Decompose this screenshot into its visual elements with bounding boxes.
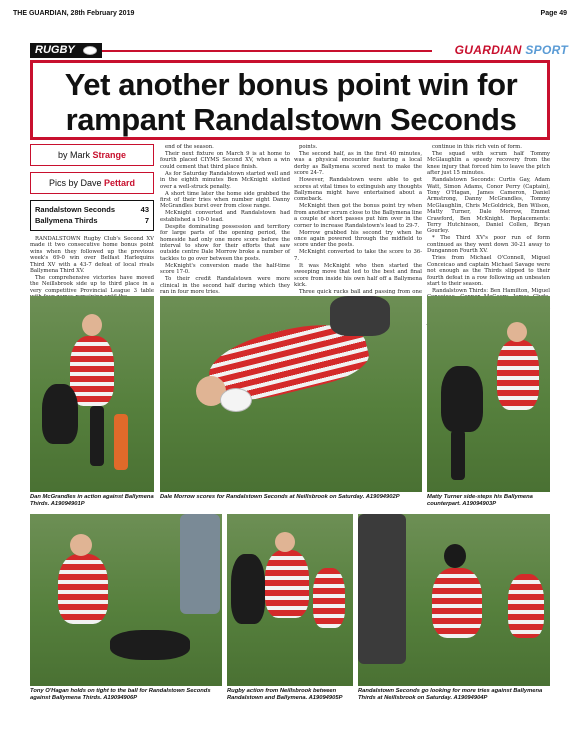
photo-figure [180,514,220,614]
paragraph: Their next fixture on March 9 is at home to fourth placed CIYMS Second XV, when a win could cement that third place finish. [160,151,290,170]
writer-name: Strange [92,150,127,160]
paragraph: Randalstown Seconds: Curtis Gay, Adam Watt, Simon Adams, Conor Perry (Captain), Tony O'Hagan, James Cameron, Daniel Armstrong, Danny McGrandles, Tommy McGlaughlin, Chris McGoldrick, Ben Wilson, Matty Turner, Dale Morrow, Emmet Crawford, Ben McKnight. Replacements: Terry Hutchinson, Daniel Collen, Bryan Gourley. [427,177,550,235]
paragraph: However, Randalstown were able to get scores at vital times to extinguish any thoughts Ballymena might have entertained about a comeback. [294,177,422,203]
article-column-3 [294,144,422,296]
masthead [13,8,567,20]
photo-figure [114,414,128,470]
paragraph: McKnight converted and Randalstown had established a 10-0 lead. [160,210,290,223]
home-score: 43 [140,205,149,214]
paragraph: RANDALSTOWN Rugby Club's Second XV made it two consecutive home bonus point wins when they followed up the previous week's 69-0 win over Belfast Harlequins Third XV with a 43-7 defeat of local rivals Ballymena Third XV. [30,236,154,275]
photographer-byline [30,172,154,194]
photo-figure [265,550,309,618]
photo-figure [330,296,390,336]
paragraph: The comprehensive victories have moved the Neillsbrook side up to third place in a very competitive Provincial League 3 table [30,275,154,294]
home-team: Randalstown Seconds [35,205,116,214]
photo-figure [313,568,345,628]
paragraph: The squad with scrum half Tommy McGlaughlin a speedy recovery from the knee injury that forced him to leave the pitch after just 15 minutes. [427,151,550,177]
paragraph: end of the season. [165,144,214,150]
caption-photo-5: Rugby action from Neillsbrook between Randalstown and Ballymena. A19094905P [227,688,343,701]
caption-photo-6: Randalstown Seconds go looking for more tries against Ballymena Thirds at Neillsbrook on Saturday. A19094904P [358,688,543,701]
paragraph: * The Third XV's poor run of form continued as they went down 30-21 away to Dungannon Fourth XV. [427,235,550,255]
paragraph: To their credit Randalstown were more clinical in the second half during which they ran in four more tries. [160,276,290,296]
photo-figure-head [70,534,92,556]
photo-figure [497,340,539,410]
away-team: Ballymena Thirds [35,216,98,225]
rugby-ball-icon [83,46,97,55]
paragraph: Tries from Michael O'Connell, Miguel Conceicao and captain Michael Savage were not enough as the Thirds slipped to their fourth defeat in a row following an unbeaten start to their season. [427,255,550,287]
paragraph: As for Saturday Randalstown started well and in the eighth minutes Ben McKnight slotted over a well-struck penalty. [160,170,290,190]
brand-sport: SPORT [525,43,568,57]
photo-mcgrandles [30,296,154,492]
section-badge [30,43,102,58]
paragraph: A short time later the home side grabbed the first of their tries when number eight Danny McGrandles burst over from close range. [160,190,290,210]
photo-neillsbrook-action [227,514,353,686]
rugby-ball-icon [220,388,252,412]
headline: Yet another bonus point win for rampant Randalstown Seconds [64,67,518,137]
article-column-1 [30,236,154,292]
writer-byline [30,144,154,166]
photo-more-tries [358,514,550,686]
photo-ohagan [30,514,222,686]
caption-photo-4: Tony O'Hagan holds on tight to the ball for Randalstown Seconds against Ballymena Thirds. A19094906P [30,688,211,701]
score-row-away [35,215,149,226]
pics-name: Pettard [104,178,136,188]
caption-photo-3: Matty Turner side-steps his Ballymena counterpart. A19094903P [427,494,533,507]
photo-figure [451,430,465,480]
photo-figure-head [444,544,466,568]
article-column-2 [160,144,290,296]
photo-figure [42,384,78,444]
pics-prefix: Pics by Dave [48,178,102,188]
paragraph: Three quick rucks ball and passing from one [299,289,422,296]
caption-photo-2: Dale Morrow scores for Randalstown Seconds at Neillsbrook on Saturday. A19094902P [160,494,400,500]
paragraph: Randalstown Thirds: Ben Hamilton, Miguel [432,287,550,294]
photo-figure-head [507,322,527,342]
photo-turner [427,296,550,492]
score-row-home [35,204,149,215]
score-box [30,200,154,231]
paragraph: points. [299,144,318,150]
paragraph: The second half, as in the first 40 minutes, was a physical encounter featuring a local derby as Ballymena scored next to make the score 24-7. [294,151,422,177]
away-score: 7 [144,216,149,225]
photo-figure-head [275,532,295,552]
writer-prefix: by Mark [57,150,90,160]
photo-figure [231,554,265,624]
photo-figure [110,630,190,660]
headline-box [30,60,550,140]
photo-figure [58,554,108,624]
photo-figure [441,366,483,432]
paragraph: Morrow grabbed his second try when he once again powered through the midfield to score under the posts. [294,229,422,249]
paragraph: continue in this rich vein of form. [432,144,522,150]
photo-figure-head [82,314,102,336]
photo-figure [432,568,482,638]
photo-figure [90,406,104,466]
brand-guardian: GUARDIAN [454,43,522,57]
page-number: Page 49 [540,10,567,17]
photo-figure [70,336,114,406]
paragraph: McKnight's conversion made the half-time score 17-0. [160,262,290,276]
paragraph: McKnight converted to take the score to 36-7. [294,249,422,262]
photo-figure [508,574,544,638]
photo-figure [358,514,406,664]
paragraph: It was McKnight who then started the sweeping move that led to the best and final score from inside his own half off a Ballymena kick. [294,262,422,289]
masthead-date: THE GUARDIAN, 28th February 2019 [13,10,135,17]
photo-morrow-try [160,296,422,492]
caption-photo-1: Dan McGrandles in action against Ballymena Thirds. A19094901P [30,494,154,507]
paragraph: Despite dominating possession and territory for large parts of the opening period, the homeside had only one more score before the interval to show for their efforts that saw outside centre Dale Morrow broke a number of tackles to go over between the posts. [160,223,290,262]
section-rule [102,50,432,52]
section-label: RUGBY [35,44,75,56]
article-column-4 [427,144,550,292]
brand-logo [436,42,568,58]
paragraph: McKnight then got the bonus point try when from another scrum close to the Ballymena line a couple of short passes put him over in the corner to increase Randalstown's lead to 29-7. [294,203,422,229]
